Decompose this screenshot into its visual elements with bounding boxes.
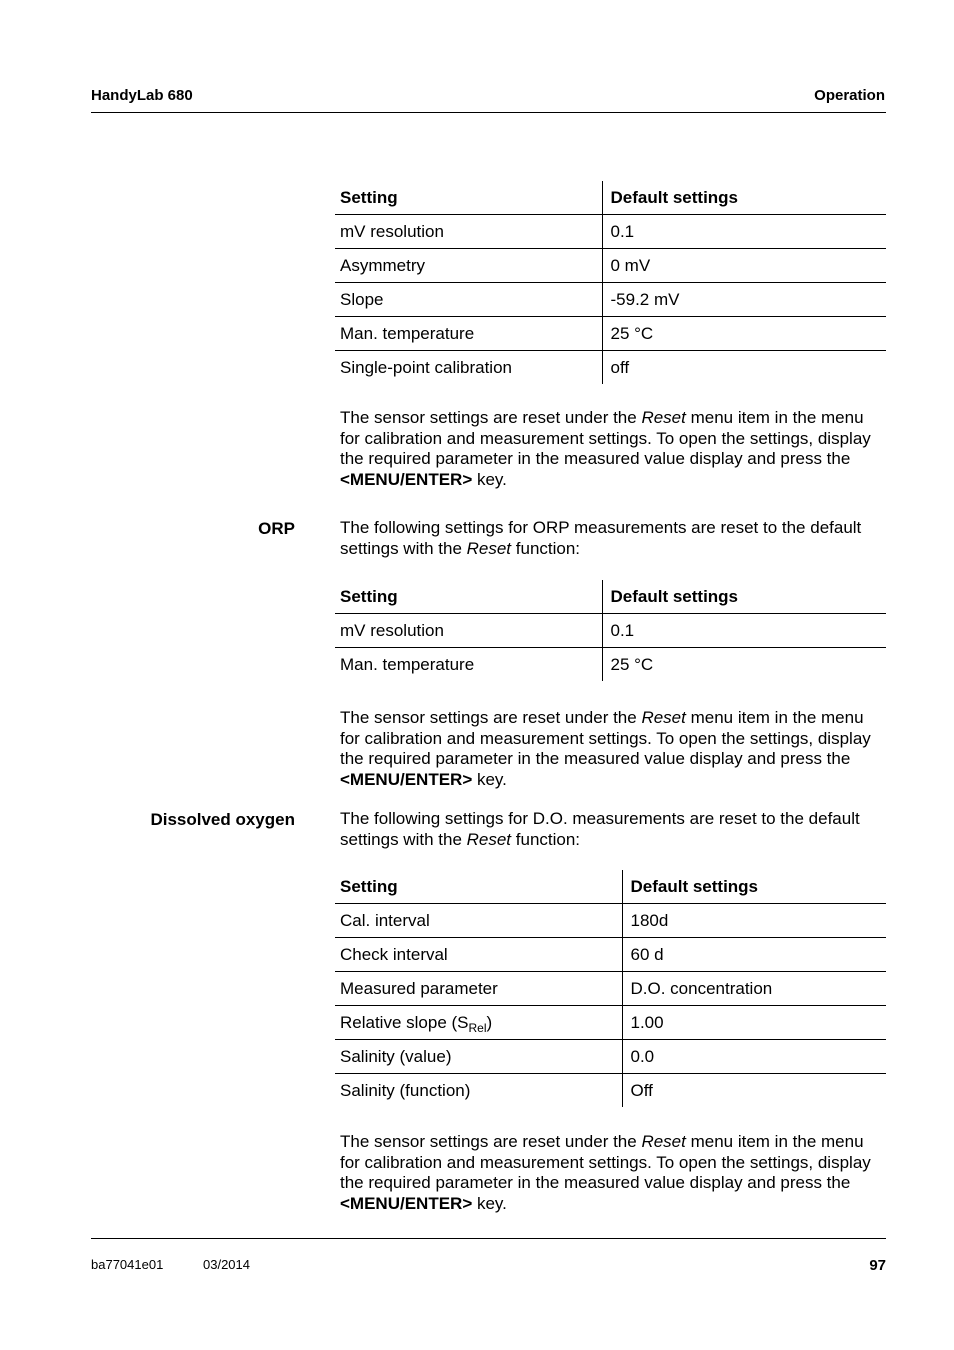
value-cell: -59.2 mV — [602, 283, 886, 317]
page-number: 97 — [869, 1257, 886, 1274]
table-row — [335, 972, 886, 1006]
col-default-header: Default settings — [622, 870, 886, 904]
table-row — [335, 317, 886, 351]
table-row — [335, 1006, 886, 1040]
setting-cell: Measured parameter — [335, 972, 622, 1006]
col-setting-header: Setting — [335, 870, 622, 904]
col-setting-header: Setting — [335, 580, 602, 614]
value-cell: 1.00 — [622, 1006, 886, 1040]
table-row — [335, 351, 886, 385]
setting-cell: Single-point calibration — [335, 351, 602, 385]
footer-doc-id: ba77041e01 — [91, 1257, 164, 1272]
value-cell: 0.1 — [602, 215, 886, 249]
value-cell: 25 °C — [602, 317, 886, 351]
table-row — [335, 614, 886, 648]
setting-cell: Cal. interval — [335, 904, 622, 938]
table-row — [335, 1074, 886, 1108]
value-cell: Off — [622, 1074, 886, 1108]
table-row — [335, 938, 886, 972]
reset-note-do: The sensor settings are reset under the Reset menu item in the menu for calibration and measurement settings. To open the settings, display the required parameter in the measured value display and press the <MENU/ENTER> key. — [340, 1132, 871, 1214]
table-header-row — [335, 181, 886, 215]
orp-heading: ORP — [258, 519, 295, 538]
header-title: HandyLab 680 — [91, 87, 193, 104]
setting-cell: Man. temperature — [335, 317, 602, 351]
setting-cell: mV resolution — [335, 215, 602, 249]
setting-cell: Check interval — [335, 938, 622, 972]
table-header-row — [335, 870, 886, 904]
do-heading: Dissolved oxygen — [150, 810, 295, 829]
value-cell: 0.0 — [622, 1040, 886, 1074]
do-intro: The following settings for D.O. measurements are reset to the default settings with the Reset function: — [340, 809, 860, 849]
table-row — [335, 648, 886, 682]
header-rule — [91, 112, 886, 113]
footer-rule — [91, 1238, 886, 1239]
setting-cell: Relative slope $(S_{Rel})$ — [335, 1006, 622, 1040]
col-default-header: Default settings — [602, 181, 886, 215]
reset-note-orp: The sensor settings are reset under the Reset menu item in the menu for calibration and measurement settings. To open the settings, display the required parameter in the measured value display and press the <MENU/ENTER> key. — [340, 708, 871, 790]
value-cell: 180d — [622, 904, 886, 938]
table-row — [335, 1040, 886, 1074]
value-cell: 25 °C — [602, 648, 886, 682]
setting-cell: Salinity (value) — [335, 1040, 622, 1074]
do-settings-table — [335, 870, 886, 1107]
footer-date: 03/2014 — [203, 1257, 250, 1272]
table-row — [335, 283, 886, 317]
value-cell: 60 d — [622, 938, 886, 972]
value-cell: 0.1 — [602, 614, 886, 648]
reset-note-ph: The sensor settings are reset under the Reset menu item in the menu for calibration and measurement settings. To open the settings, display the required parameter in the measured value display and press the <MENU/ENTER> key. — [340, 408, 871, 490]
value-cell: off — [602, 351, 886, 385]
table-row — [335, 249, 886, 283]
value-cell: 0 mV — [602, 249, 886, 283]
ph-settings-table — [335, 181, 886, 384]
orp-intro: The following settings for ORP measurements are reset to the default settings with the Reset function: — [340, 518, 862, 558]
setting-cell: Man. temperature — [335, 648, 602, 682]
setting-cell: Salinity (function) — [335, 1074, 622, 1108]
setting-cell: Slope — [335, 283, 602, 317]
table-row — [335, 215, 886, 249]
table-row — [335, 904, 886, 938]
col-default-header: Default settings — [602, 580, 886, 614]
setting-cell: mV resolution — [335, 614, 602, 648]
col-setting-header: Setting — [335, 181, 602, 215]
orp-settings-table — [335, 580, 886, 681]
header-section: Operation — [814, 87, 885, 104]
value-cell: D.O. concentration — [622, 972, 886, 1006]
setting-cell: Asymmetry — [335, 249, 602, 283]
table-header-row — [335, 580, 886, 614]
